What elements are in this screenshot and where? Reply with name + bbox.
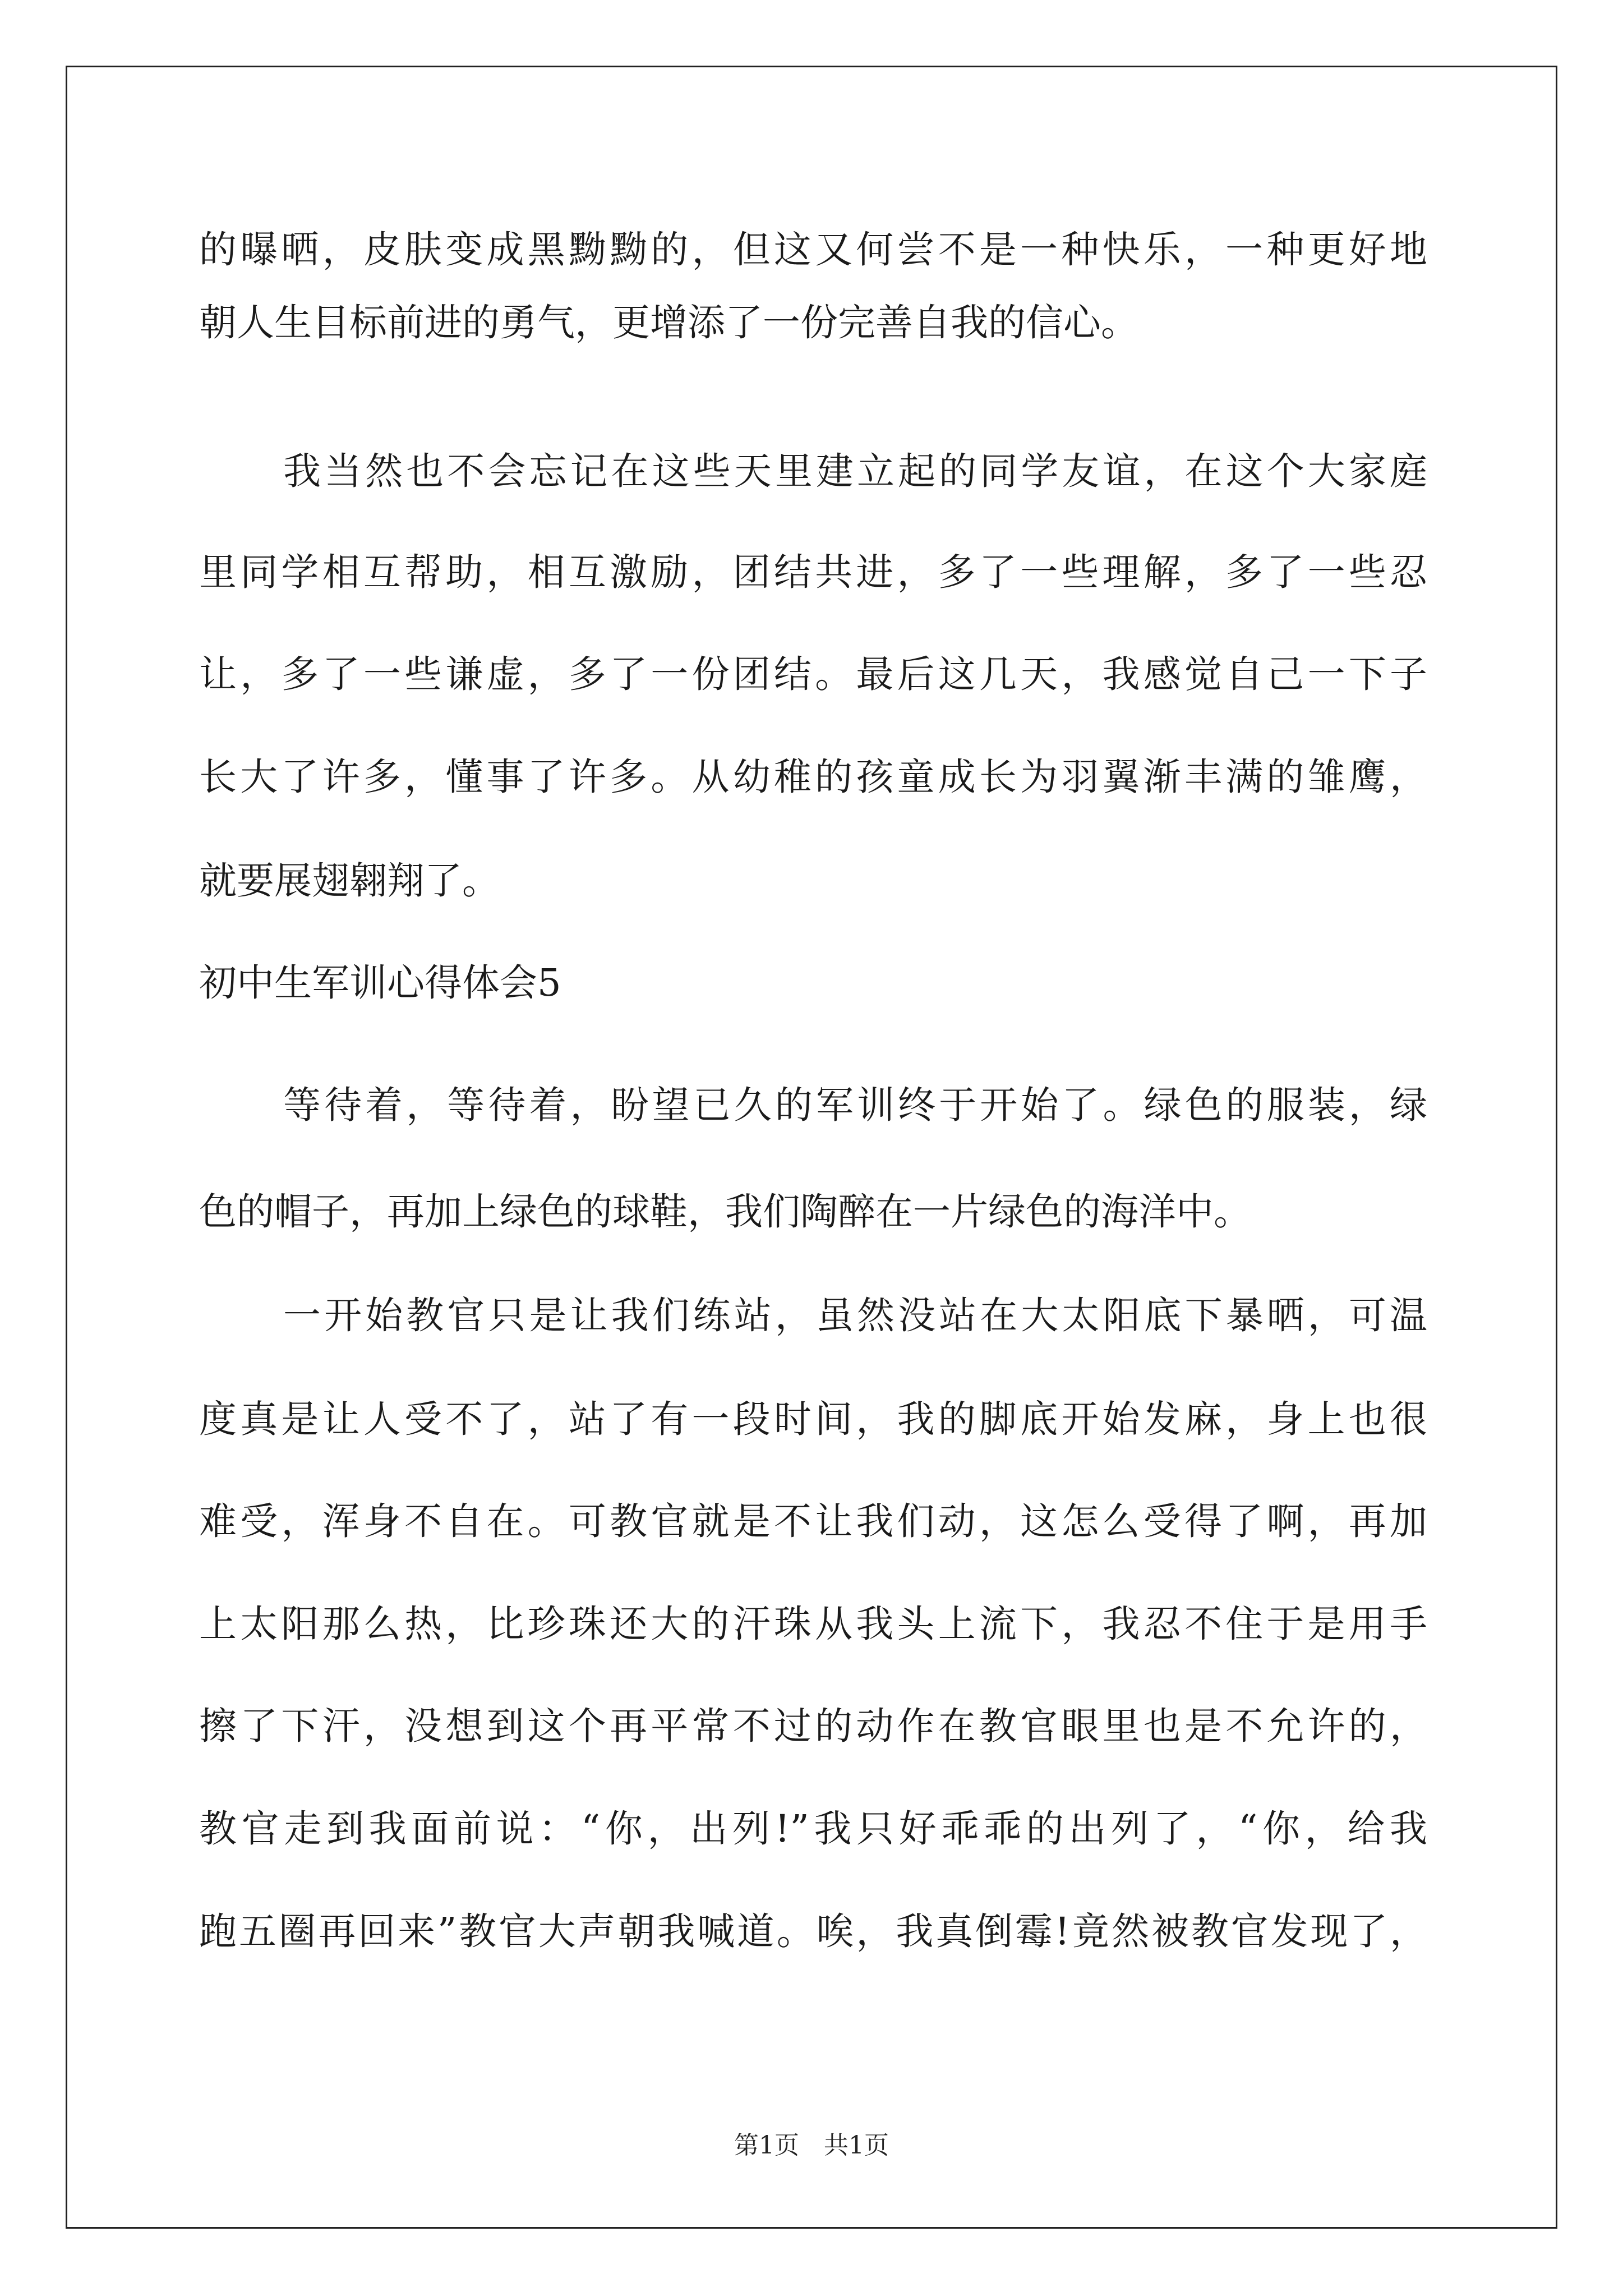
- text-line: 度真是让人受不了，站了有一段时间，我的脚底开始发麻，身上也很: [199, 1397, 1427, 1441]
- text-line: 上太阳那么热，比珍珠还大的汗珠从我头上流下，我忍不住于是用手: [199, 1602, 1427, 1646]
- page-footer: 第1页 共1页: [734, 2131, 889, 2160]
- section-heading: 初中生军训心得体会5: [199, 961, 561, 1005]
- text-line: 等待着，等待着，盼望已久的军训终于开始了。绿色的服装，绿: [283, 1083, 1427, 1127]
- text-line: 难受，浑身不自在。可教官就是不让我们动，这怎么受得了啊，再加: [199, 1499, 1427, 1543]
- text-line: 里同学相互帮助，相互激励，团结共进，多了一些理解，多了一些忍: [199, 550, 1427, 594]
- text-line: 我当然也不会忘记在这些天里建立起的同学友谊，在这个大家庭: [283, 449, 1427, 493]
- text-line: 长大了许多，懂事了许多。从幼稚的孩童成长为羽翼渐丰满的雏鹰，: [199, 755, 1427, 799]
- page-frame: [66, 66, 1557, 2229]
- text-line: 教官走到我面前说：“你，出列!”我只好乖乖的出列了，“你，给我: [199, 1807, 1427, 1851]
- text-line: 擦了下汗，没想到这个再平常不过的动作在教官眼里也是不允许的，: [199, 1704, 1427, 1748]
- text-line: 就要展翅翱翔了。: [199, 859, 500, 903]
- text-line: 的曝晒，皮肤变成黑黝黝的，但这又何尝不是一种快乐，一种更好地: [199, 228, 1427, 272]
- text-line: 让，多了一些谦虚，多了一份团结。最后这几天，我感觉自己一下子: [199, 652, 1427, 696]
- text-line: 一开始教官只是让我们练站，虽然没站在大太阳底下暴晒，可温: [283, 1294, 1427, 1337]
- text-line: 色的帽子，再加上绿色的球鞋，我们陶醉在一片绿色的海洋中。: [199, 1190, 1251, 1234]
- text-line: 跑五圈再回来”教官大声朝我喊道。唉，我真倒霉!竟然被教官发现了，: [199, 1910, 1427, 1953]
- text-line: 朝人生目标前进的勇气，更增添了一份完善自我的信心。: [199, 301, 1138, 344]
